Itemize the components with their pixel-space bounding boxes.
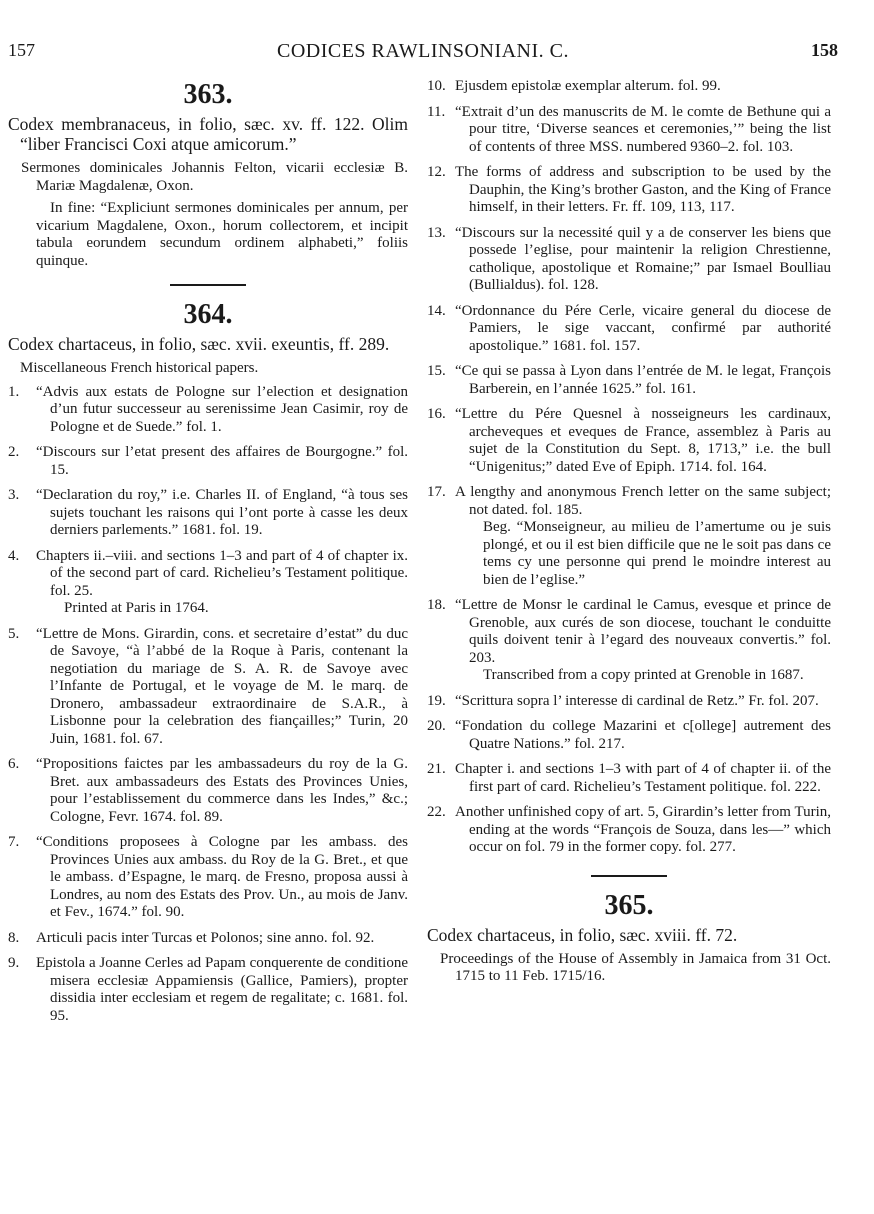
left-column — [8, 78, 408, 1033]
list-item: 10. Ejusdem epistolæ exemplar alterum. fol. 99. — [427, 78, 721, 94]
list-item: 13. “Discours sur la necessité quil y a de conserver les biens que possede l’eglise, pour maintenir la religion Chrestienne, catholique, apostolique et Romaine;” par Ismael Boulliau (Bullialdus). fol. 128. — [427, 224, 831, 293]
list-item: 15. “Ce qui se passa à Lyon dans l’entrée de M. le legat, François Barberein, en l’année 1625.” fol. 161. — [427, 363, 831, 397]
codex-365-number: 365. — [604, 889, 654, 921]
codex-363-number: 363. — [183, 79, 233, 110]
codex-363-content: Sermones dominicales Johannis Felton, vicarii ecclesiæ B. Mariæ Magdalenæ, Oxon. — [21, 160, 408, 194]
right-column — [427, 78, 831, 991]
codex-364-number: 364. — [183, 299, 233, 330]
list-item: 18. “Lettre de Monsr le cardinal le Camus, evesque et prince de Grenoble, aux curés de son diocese, touchant le conduitte quils doivent tenir à l’egard des nouveaux convertis.” fol. 203. Transcribed from a copy printed at Grenoble in 1687. — [427, 597, 831, 683]
codex-363-explicit: In fine: “Expliciunt sermones dominicales per annum, per vicarium Magdalene, Oxon., horum collectorem, et incipit tabula eorundem secundum ordinem alphabeti,” foliis quinque. — [36, 200, 408, 269]
list-item: 19. “Scrittura sopra l’ interesse di cardinal de Retz.” Fr. fol. 207. — [427, 692, 819, 709]
list-item: 17. A lengthy and anonymous French letter on the same subject; not dated. fol. 185. Beg. “Monseigneur, au milieu de l’amertume ou je suis plongé, et ou il est bien difficile que ne le soit pas dans ce tems cy une personne qui prend le moindre interest au bien de l’eglise.” — [427, 484, 831, 588]
list-item: 7. “Conditions proposees à Cologne par les ambass. des Provinces Unies aux ambass. du Roy de la G. Bret., et que le ambass. d’Espagne, le marq. de Fresno, proposa aussi à Londres, au nom des Estats des Prov. Un., au mois de Janv. et Fev., 1674.” fol. 90. — [8, 834, 408, 920]
page-number-right: 158 — [811, 40, 838, 60]
codex-364-description: Codex chartaceus, in folio, sæc. xvii. exeuntis, ff. 289. — [8, 334, 390, 354]
list-item: 6. “Propositions faictes par les ambassadeurs du roy de la G. Bret. aux ambassadeurs des Estats des Provinces Unies, pour l’establissement du commerce dans les Indes,” &c.; Cologne, Fevr. 1674. fol. 89. — [8, 756, 408, 825]
list-item: 8. Articuli pacis inter Turcas et Polonos; sine anno. fol. 92. — [8, 929, 375, 946]
list-item: 3. “Declaration du roy,” i.e. Charles II. of England, “à tous ses sujets touchant les raisons qui l’ont porte à casse les deux derniers parlements.” 1681. fol. 19. — [8, 487, 408, 538]
codex-365-content: Proceedings of the House of Assembly in Jamaica from 31 Oct. 1715 to 11 Feb. 1715/16. — [440, 950, 831, 984]
list-item: 12. The forms of address and subscription to be used by the Dauphin, the King’s brother Gaston, and the King of France himself, in their letters. Fr. ff. 109, 113, 117. — [427, 164, 831, 215]
list-item: 2. “Discours sur l’etat present des affaires de Bourgogne.” fol. 15. — [8, 444, 408, 478]
list-item: 21. Chapter i. and sections 1–3 with part of 4 of chapter ii. of the first part of card. Richelieu’s Testament politique. fol. 222. — [427, 761, 831, 795]
running-title: CODICES RAWLINSONIANI. C. — [276, 40, 569, 62]
list-item: 16. “Lettre du Pére Quesnel à nosseigneurs les cardinaux, archeveques et eveques de France, assemblez à Paris au sujet de la Constitution du Sept. 8, 1713,” i.e. the bull “Unigenitus;” dated Eve of Epiph. 1714. fol. 164. — [427, 406, 831, 475]
page-number-left: 157 — [8, 40, 35, 60]
codex-364-summary: Miscellaneous French historical papers. — [20, 360, 259, 376]
list-item: 5. “Lettre de Mons. Girardin, cons. et secretaire d’estat” du duc de Savoye, “à l’abbé de la Roque à Paris, contenant la negotiation du mariage de S. A. R. de Savoye avec l’Infante de Portugal, et le voyage de M. le marq. de Dronero, ambassadeur extraordinaire de S.A.R., à Lisbonne pour la celebration des fiançailles;” Turin, 20 Juin, 1681. fol. 67. — [8, 625, 408, 747]
list-item: 4. Chapters ii.–viii. and sections 1–3 and part of 4 of chapter ix. of the second part of card. Richelieu’s Testament politique. fol. 25. Printed at Paris in 1764. — [8, 547, 408, 616]
list-item: 14. “Ordonnance du Pére Cerle, vicaire general du diocese de Pamiers, le sige vaccant, confirmé par authorité apostolique.” 1681. fol. 157. — [427, 302, 831, 354]
page-header — [8, 40, 838, 64]
list-item: 1. “Advis aux estats de Pologne sur l’election et designation d’un futur successeur au serenissime Jean Casimir, roy de Pologne et de Suede.” fol. 1. — [8, 383, 408, 435]
codex-365-description: Codex chartaceus, in folio, sæc. xviii. ff. 72. — [427, 924, 738, 945]
section-rule — [591, 875, 667, 877]
list-item: 9. Epistola a Joanne Cerles ad Papam conquerente de conditione misera ecclesiæ Appamiensis (Gallice, Pamiers), propter dissidia inter ecclesiam et regem de regalitate; c. 1681. fol. 95. — [8, 955, 408, 1024]
list-item: 22. Another unfinished copy of art. 5, Girardin’s letter from Turin, ending at the words “François de Souza, dans les—” which occur on fol. 79 in the former copy. fol. 277. — [427, 804, 831, 855]
codex-363-description: Codex membranaceus, in folio, sæc. xv. ff. 122. Olim “liber Francisci Coxi atque amicorum.” — [8, 114, 408, 154]
list-item: 20. “Fondation du college Mazarini et c[ollege] autrement des Quatre Nations.” fol. 217. — [427, 718, 831, 752]
section-rule — [170, 284, 246, 286]
list-item: 11. “Extrait d’un des manuscrits de M. le comte de Bethune qui a pour titre, ‘Diverse seances et ceremonies,’” being the list of contents of three MSS. numbered 9360–2. fol. 103. — [427, 103, 831, 155]
